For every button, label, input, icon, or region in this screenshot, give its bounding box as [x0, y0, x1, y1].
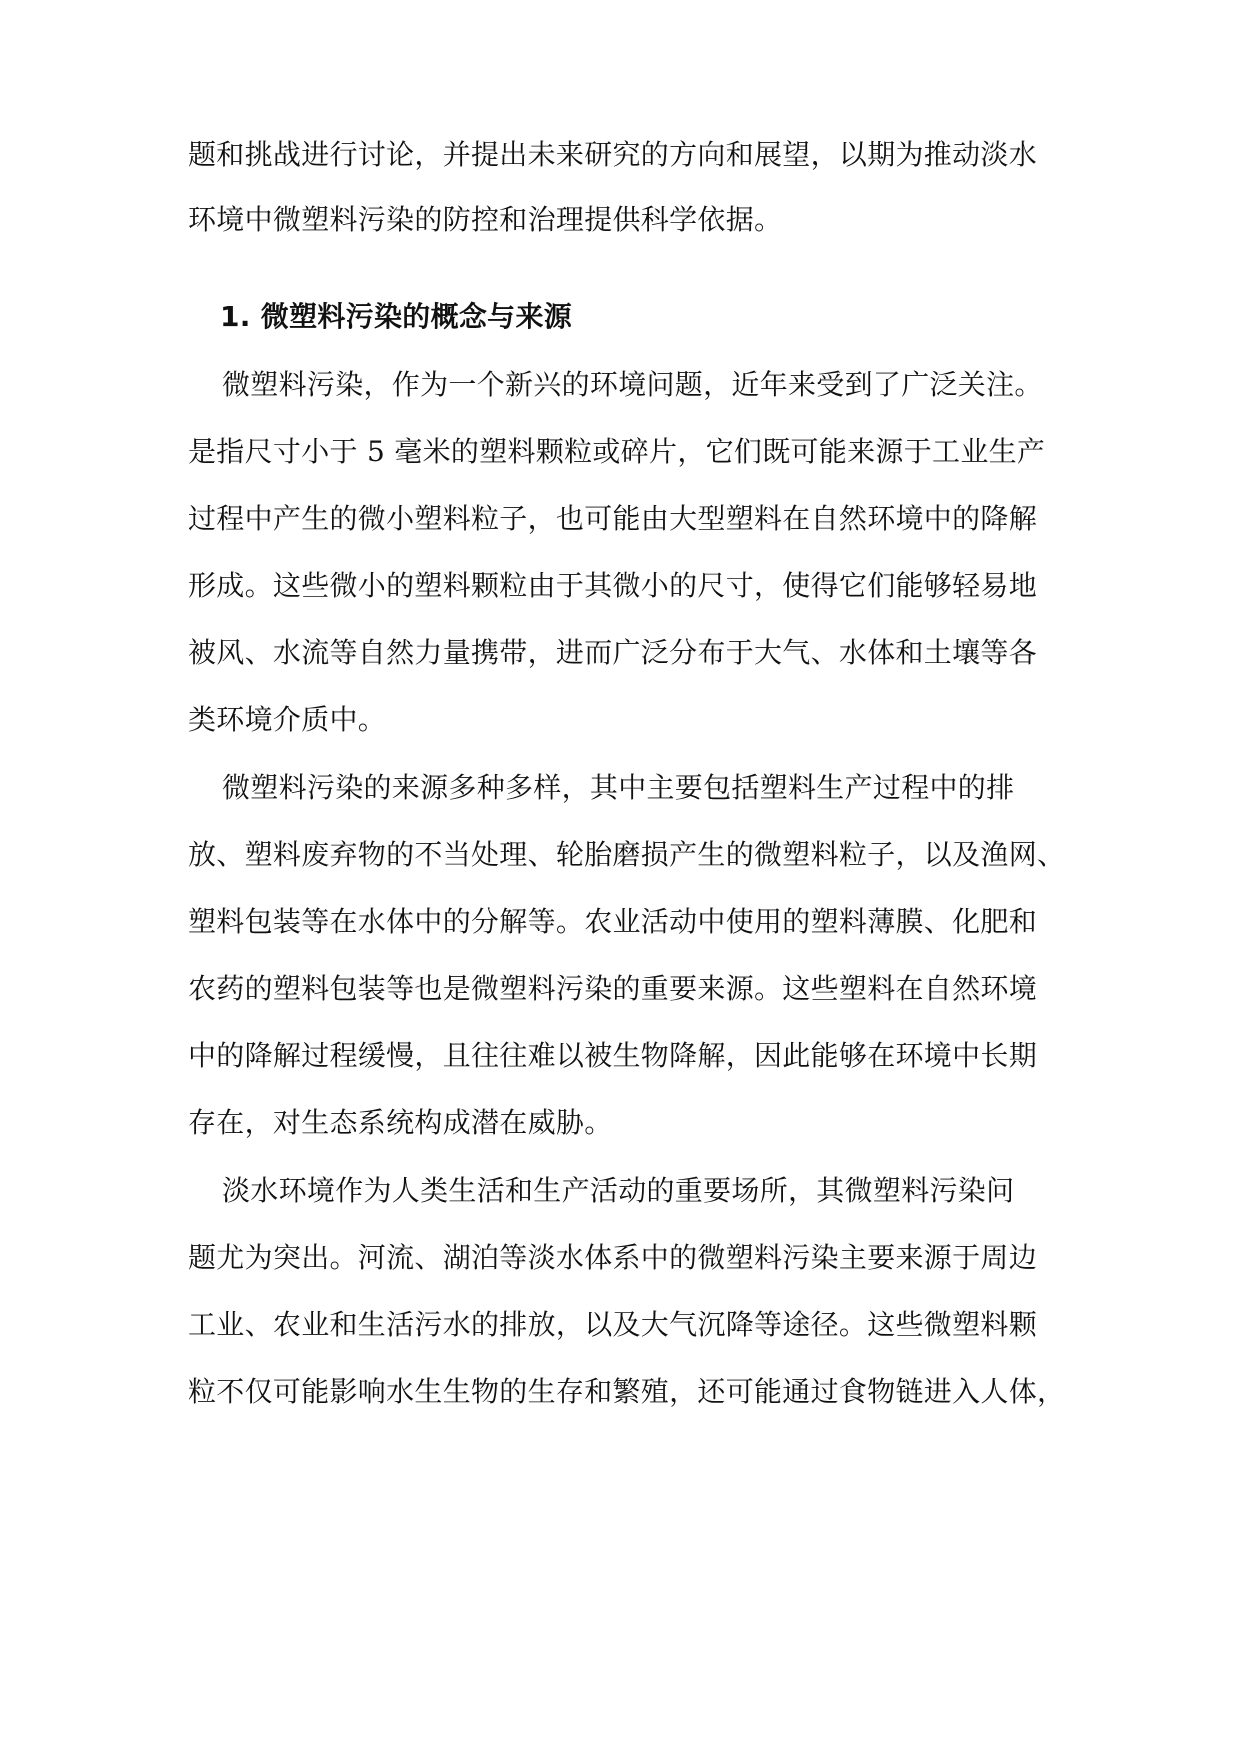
paragraph-3-line: 题尤为突出。河流、湖泊等淡水体系中的微塑料污染主要来源于周边: [188, 1241, 1038, 1274]
paragraph-2-line: 存在，对生态系统构成潜在威胁。: [188, 1106, 613, 1139]
paragraph-2-line: 放、塑料废弃物的不当处理、轮胎磨损产生的微塑料粒子，以及渔网、: [188, 838, 1066, 871]
paragraph-2-line: 农药的塑料包装等也是微塑料污染的重要来源。这些塑料在自然环境: [188, 972, 1038, 1005]
paragraph-1-line: 是指尺寸小于 5 毫米的塑料颗粒或碎片，它们既可能来源于工业生产: [188, 435, 1046, 468]
paragraph-2-line: 微塑料污染的来源多种多样，其中主要包括塑料生产过程中的排: [222, 771, 1015, 804]
paragraph-1-line: 形成。这些微小的塑料颗粒由于其微小的尺寸，使得它们能够轻易地: [188, 569, 1038, 602]
paragraph-1-line: 类环境介质中。: [188, 703, 387, 736]
section-heading: 1. 微塑料污染的概念与来源: [220, 300, 573, 333]
paragraph-3-line: 工业、农业和生活污水的排放，以及大气沉降等途径。这些微塑料颗: [188, 1308, 1038, 1341]
paragraph-2-line: 塑料包装等在水体中的分解等。农业活动中使用的塑料薄膜、化肥和: [188, 905, 1038, 938]
paragraph-1-line: 被风、水流等自然力量携带，进而广泛分布于大气、水体和土壤等各: [188, 636, 1038, 669]
text-line: 题和挑战进行讨论，并提出未来研究的方向和展望，以期为推动淡水: [188, 138, 1038, 171]
paragraph-2-line: 中的降解过程缓慢，且往往难以被生物降解，因此能够在环境中长期: [188, 1039, 1038, 1072]
paragraph-1-line: 过程中产生的微小塑料粒子，也可能由大型塑料在自然环境中的降解: [188, 502, 1038, 535]
paragraph-1-line: 微塑料污染，作为一个新兴的环境问题，近年来受到了广泛关注。: [222, 368, 1043, 401]
text-line: 环境中微塑料污染的防控和治理提供科学依据。: [188, 203, 783, 236]
paragraph-3-line: 粒不仅可能影响水生生物的生存和繁殖，还可能通过食物链进入人体，: [188, 1375, 1066, 1408]
paragraph-3-line: 淡水环境作为人类生活和生产活动的重要场所，其微塑料污染问: [222, 1174, 1015, 1207]
